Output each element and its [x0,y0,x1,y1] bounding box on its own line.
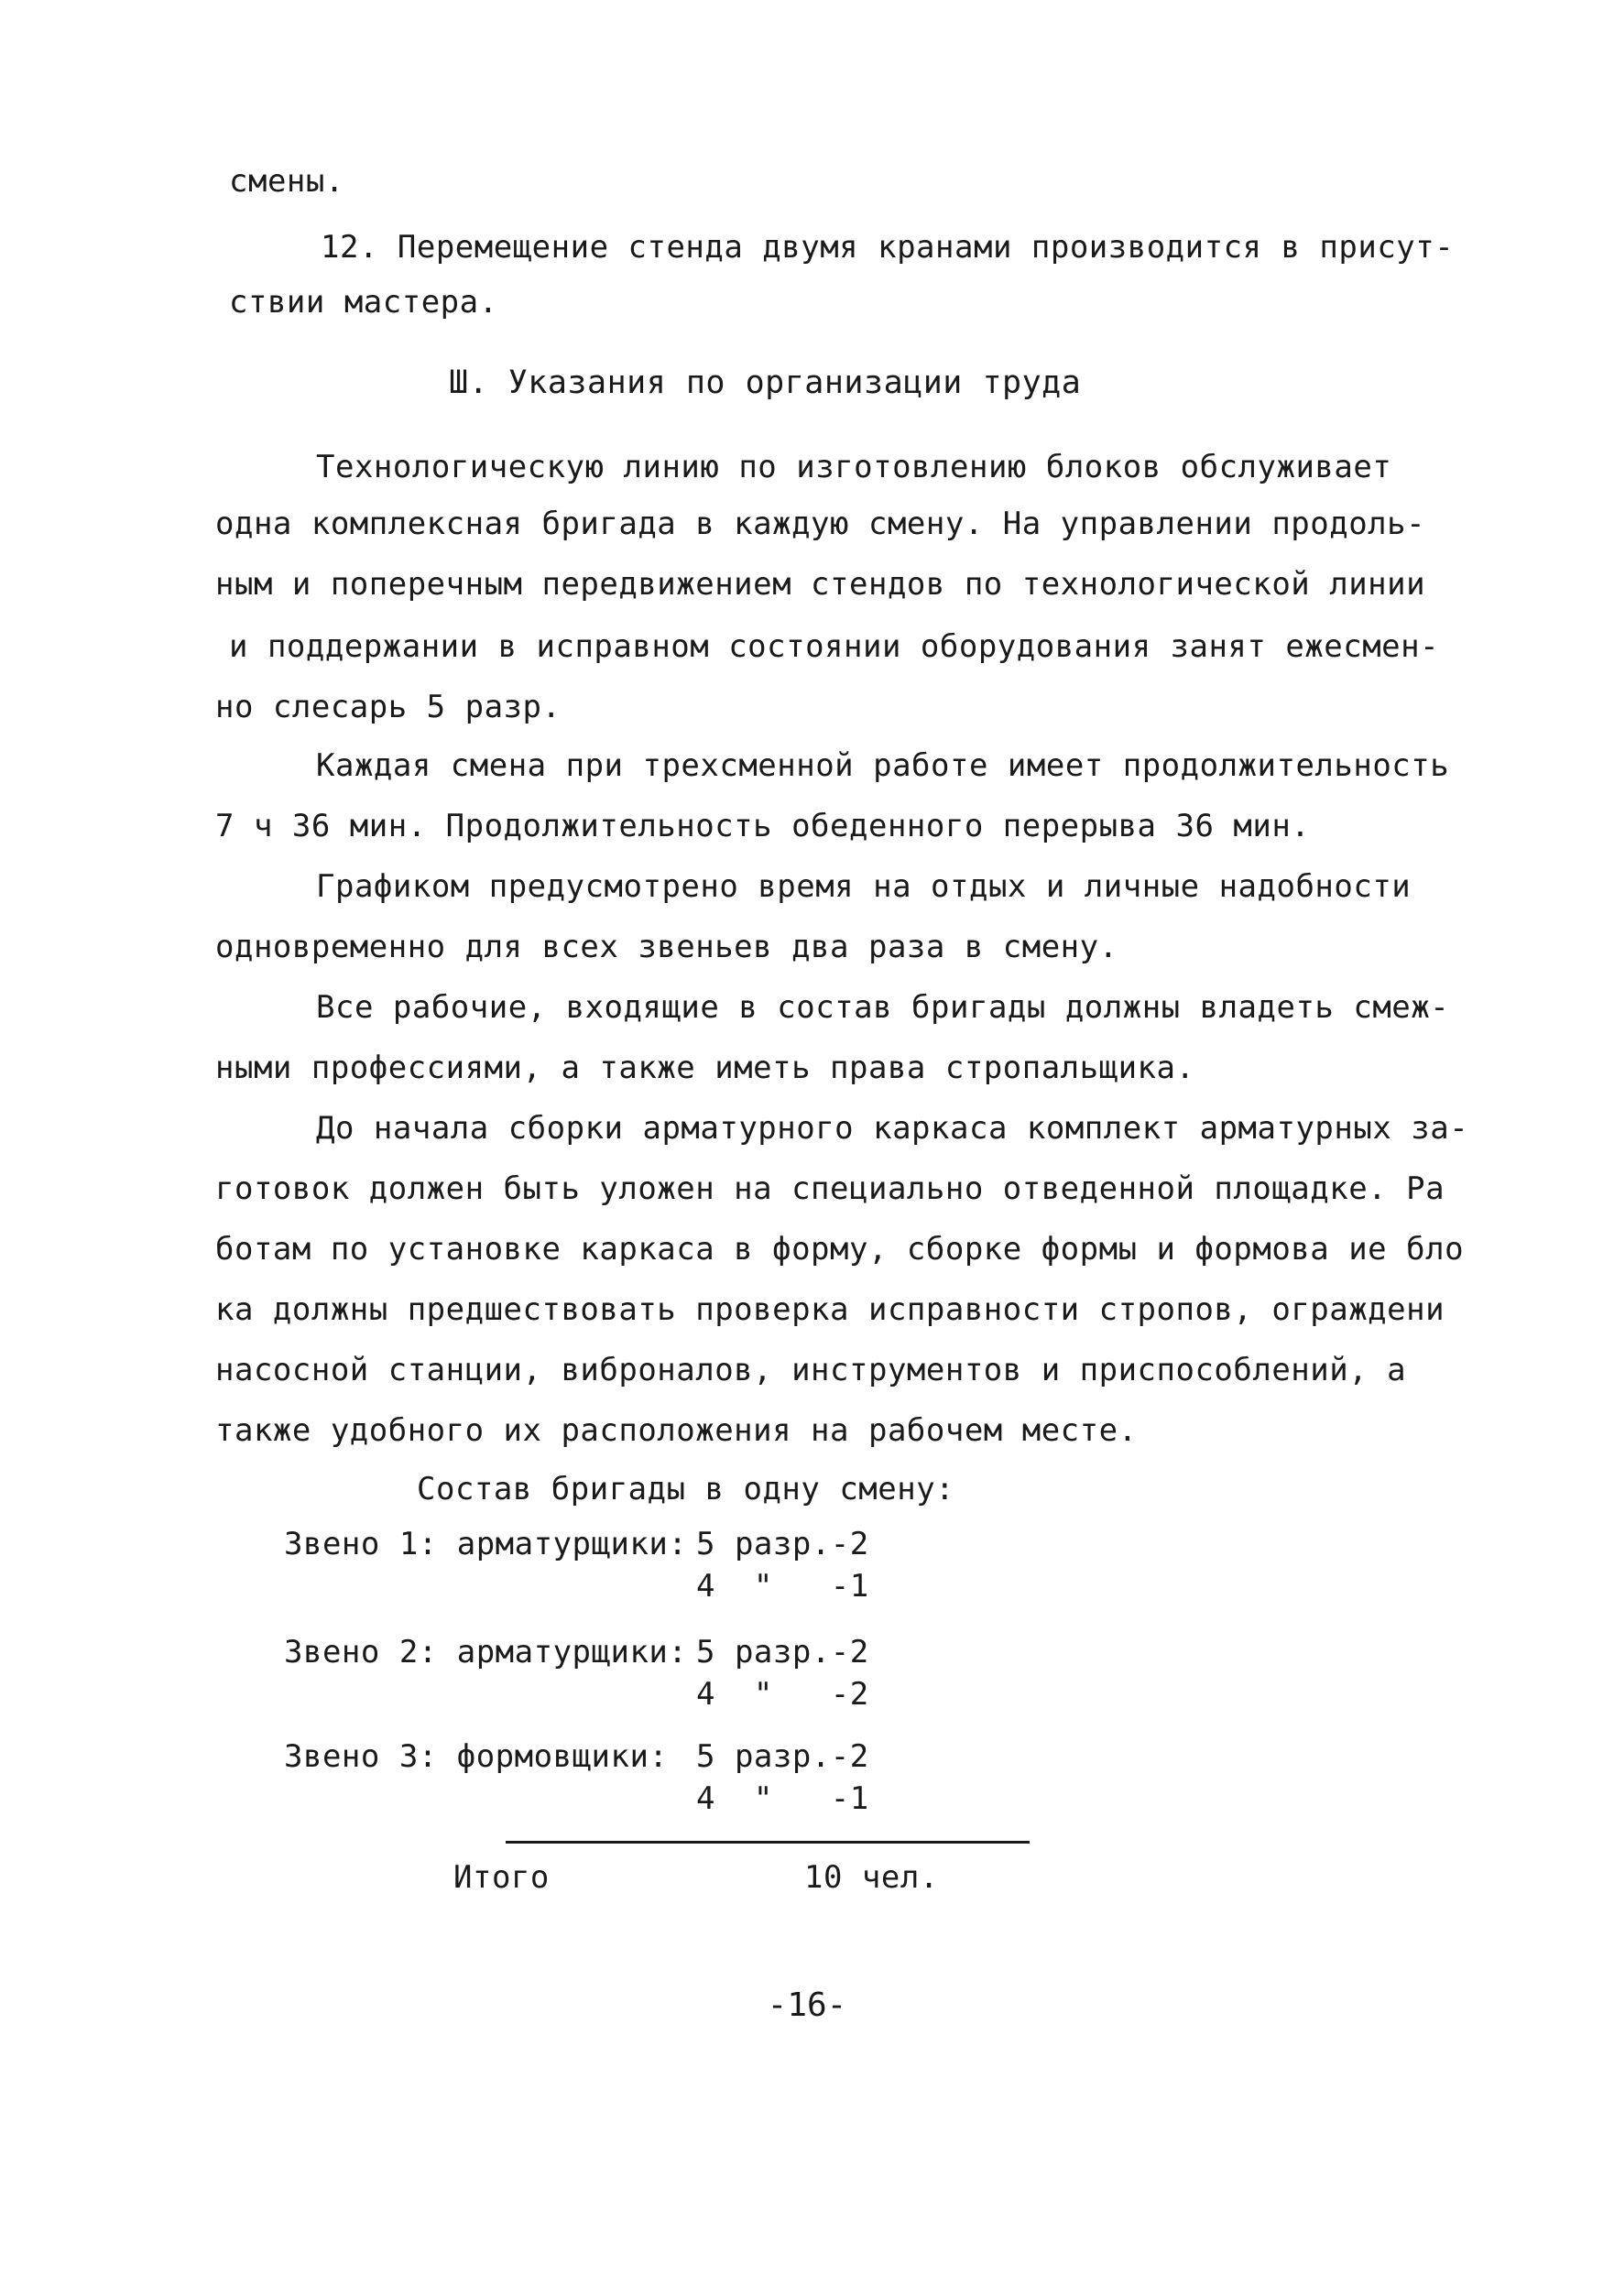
text-line: ными профессиями, а также иметь права стропальщика. [215,1050,1195,1086]
text-line: одновременно для всех звеньев два раза в смену. [215,929,1118,965]
text-line: ным и поперечным передвижением стендов по технологической линии [215,566,1426,603]
text-line: готовок должен быть уложен на специально отведенной площадке. Ра [215,1170,1445,1207]
text-line: ствии мастера. [229,284,498,321]
text-line: 12. Перемещение стенда двумя кранами производится в присут- [321,229,1455,266]
text-line: также удобного их расположения на рабочем месте. [215,1412,1138,1449]
text-line: Каждая смена при трехсменной работе имеет продолжительность [316,747,1450,784]
text-line: одна комплексная бригада в каждую смену. На управлении продоль- [215,506,1426,542]
text-line: До начала сборки арматурного каркаса комплект арматурных за- [316,1110,1469,1147]
text-line: Все рабочие, входящие в состав бригады должны владеть смеж- [316,989,1450,1026]
page-number: -16- [767,1986,847,2024]
text-line: и поддержании в исправном состоянии оборудования занят ежесмен- [229,628,1440,665]
text-line: Графиком предусмотрено время на отдых и личные надобности [316,868,1412,905]
crew-unit-row: 5 разр.-2 [696,1526,869,1562]
section-heading: Ш. Указания по организации труда [449,365,1082,401]
text-line: насосной станции, виброналов, инструментов и приспособлений, а [215,1352,1407,1388]
crew-unit-row: 4 " -1 [696,1780,869,1817]
crew-unit-label: Звено 2: арматурщики: [284,1634,688,1670]
text-line: но слесарь 5 разр. [215,689,562,725]
crew-unit-row: 5 разр.-2 [696,1738,869,1775]
text-line: ка должны предшествовать проверка исправности стропов, ограждени [215,1291,1445,1328]
total-label: Итого [453,1859,550,1896]
text-line: смены. [229,163,344,200]
text-line: 7 ч 36 мин. Продолжительность обеденного перерыва 36 мин. [215,808,1311,844]
crew-title: Состав бригады в одну смену: [417,1471,955,1507]
text-line: Технологическую линию по изготовлению блоков обслуживает [316,449,1392,485]
total-divider [506,1841,1030,1844]
crew-unit-row: 4 " -1 [696,1568,869,1605]
crew-unit-row: 5 разр.-2 [696,1634,869,1670]
total-value: 10 чел. [804,1859,939,1896]
crew-unit-row: 4 " -2 [696,1676,869,1713]
text-line: ботам по установке каркаса в форму, сборке формы и формова ие бло [215,1231,1465,1268]
crew-unit-label: Звено 3: формовщики: [284,1738,688,1775]
crew-unit-label: Звено 1: арматурщики: [284,1526,688,1562]
